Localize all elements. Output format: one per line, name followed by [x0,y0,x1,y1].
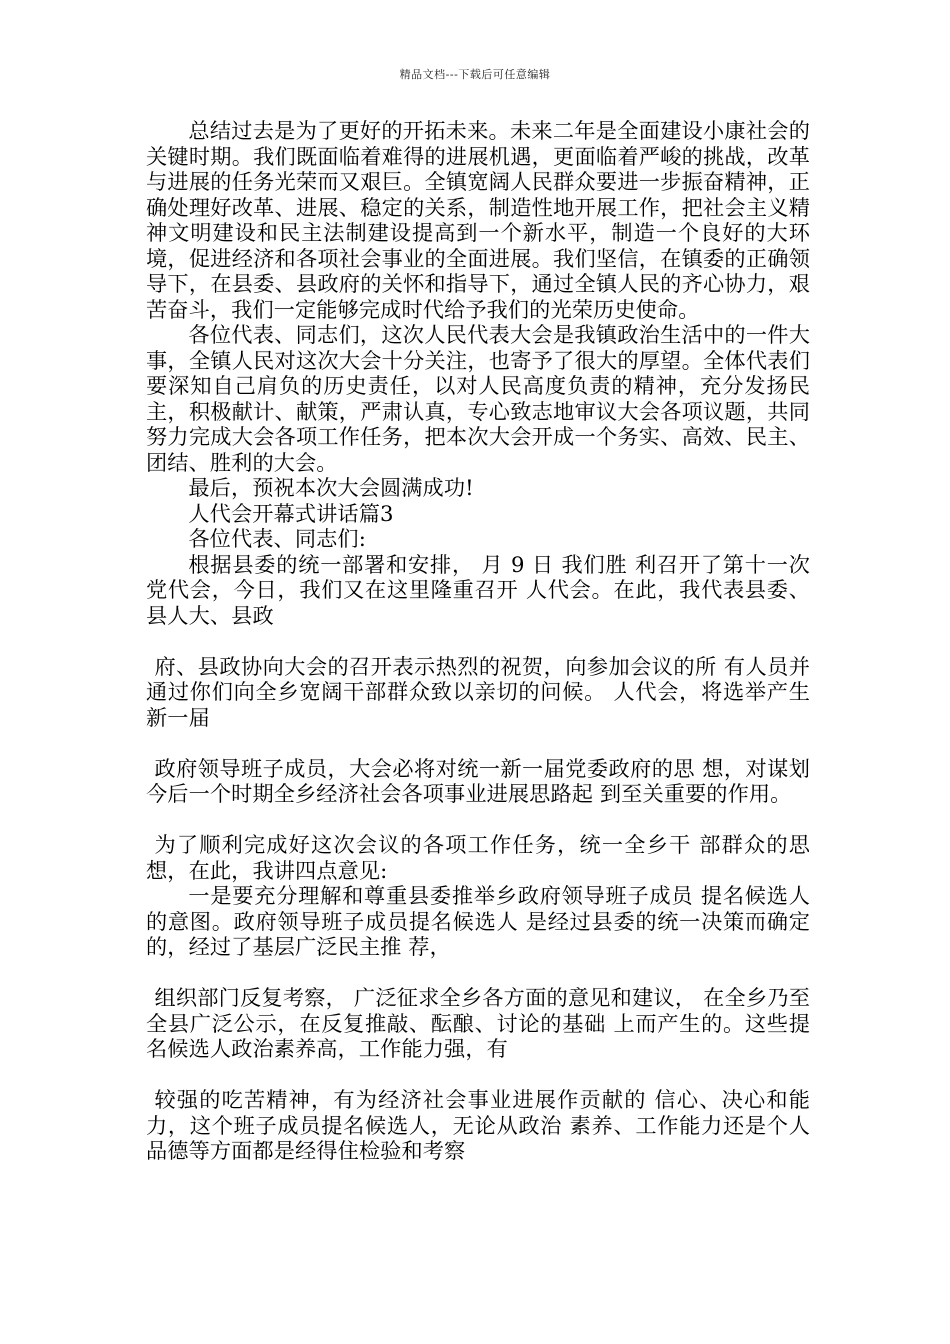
paragraph-congratulations: 府、县政协向大会的召开表示热烈的祝贺，向参加会议的所 有人员并通过你们向全乡宽阔干部群众致以亲切的问候。 人代会，将选举产生新一届 [146,653,810,730]
paragraph-organization: 组织部门反复考察， 广泛征求全乡各方面的意见和建议， 在全乡乃至全县广泛公示，在反复推敲、酝酿、讨论的基础 上而产生的。这些提名候选人政治素养高，工作能力强，有 [146,985,810,1061]
paragraph-qualities: 较强的吃苦精神，有为经济社会事业进展作贡献的 信心、决心和能力，这个班子成员提名候选人，无论从政治 素养、工作能力还是个人品德等方面都是经得住检验和考察 [146,1087,810,1163]
paragraph-opening: 根据县委的统一部署和安排， 月 9 日 我们胜 利召开了第十一次党代会，今日，我们又在这里隆重召开 人代会。在此，我代表县委、县人大、县政 [146,551,810,628]
section-heading: 人代会开幕式讲话篇3 [188,500,394,526]
paragraph-closing-wish: 最后，预祝本次大会圆满成功! [188,475,474,500]
paragraph-point-one: 一是要充分理解和尊重县委推举乡政府领导班子成员 提名候选人的意图。政府领导班子成员提名候选人 是经过县委的统一决策而确定的，经过了基层广泛民主推 荐， [146,883,810,959]
salutation: 各位代表、同志们: [188,526,366,551]
paragraph-summary: 总结过去是为了更好的开拓未来。未来二年是全面建设小康社会的关键时期。我们既面临着难得的进展机遇，更面临着严峻的挑战，改革与进展的任务光荣而又艰巨。全镇宽阔人民群众要进一步振奋精神，正确处理好改革、进展、稳定的关系，制造性地开展工作，把社会主义精神文明建设和民主法制建设提高到一个新水平，制造一个良好的大环境，促进经济和各项社会事业的全面进展。我们坚信，在镇委的正确领导下，在县委、县政府的关怀和指导下，通过全镇人民的齐心协力，艰苦奋斗，我们一定能够完成时代给予我们的光荣历史使命。 [146,118,810,322]
document-body [146,118,810,1164]
paragraph-delegates-address: 各位代表、同志们，这次人民代表大会是我镇政治生活中的一件大事，全镇人民对这次大会十分关注，也寄予了很大的厚望。全体代表们要深知自己肩负的历史责任，以对人民高度负责的精神，充分发扬民主，积极献计、献策，严肃认真，专心致志地审议大会各项议题，共同努力完成大会各项工作任务，把本次大会开成一个务实、高效、民主、团结、胜利的大会。 [146,322,810,475]
paragraph-four-points: 为了顺利完成好这次会议的各项工作任务，统一全乡干 部群众的思想，在此，我讲四点意见: [146,832,810,883]
page-header: 精品文档---下载后可任意编辑 [399,68,551,81]
paragraph-leadership: 政府领导班子成员，大会必将对统一新一届党委政府的思 想，对谋划今后一个时期全乡经济社会各项事业进展思路起 到至关重要的作用。 [146,755,810,806]
